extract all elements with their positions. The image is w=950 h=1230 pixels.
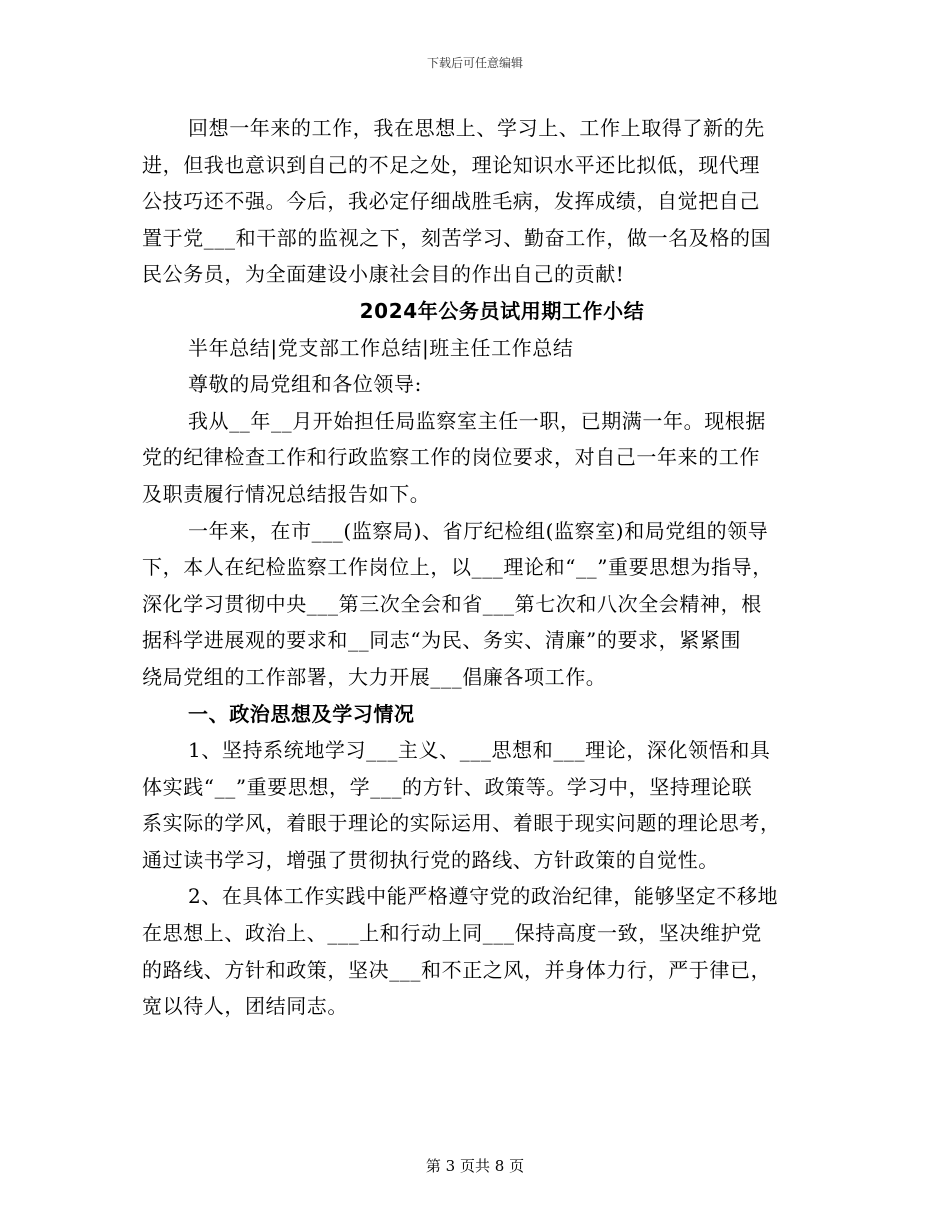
paragraph-line: 深化学习贯彻中央___第三次全会和省___第七次和八次全会精神，根 <box>142 591 762 616</box>
paragraph-line: 系实际的学风，着眼于理论的实际运用、着眼于现实问题的理论思考， <box>142 811 781 836</box>
header-note: 下载后可任意编辑 <box>426 56 523 70</box>
paragraph-line: 1、坚持系统地学习___主义、___思想和___理论，深化领悟和具 <box>188 738 771 763</box>
paragraph-line: 进，但我也意识到自己的不足之处，理论知识水平还比拟低，现代理 <box>142 152 760 177</box>
paragraph-line: 2、在具体工作实践中能严格遵守党的政治纪律，能够坚定不移地 <box>188 884 779 909</box>
document-title: 2024年公务员试用期工作小结 <box>359 298 645 323</box>
paragraph-line: 绕局党组的工作部署，大力开展___倡廉各项工作。 <box>142 664 607 689</box>
salutation: 尊敬的局党组和各位领导: <box>188 372 422 397</box>
paragraph-line: 及职责履行情况总结报告如下。 <box>142 481 431 506</box>
paragraph-line: 通过读书学习，增强了贯彻执行党的路线、方针政策的自觉性。 <box>142 847 719 872</box>
paragraph-line: 我从__年__月开始担任局监察室主任一职，已期满一年。现根据 <box>188 408 766 433</box>
page-number: 第 3 页共 8 页 <box>425 1157 525 1175</box>
paragraph-line: 体实践“__”重要思想，学___的方针、政策等。学习中，坚持理论联 <box>142 774 753 799</box>
paragraph-line: 的路线、方针和政策，坚决___和不正之风，并身体力行，严于律已， <box>142 957 772 982</box>
section-heading: 一、政治思想及学习情况 <box>188 701 415 726</box>
paragraph-line: 置于党___和干部的监视之下，刻苦学习、勤奋工作，做一名及格的国 <box>142 225 772 250</box>
paragraph-line: 回想一年来的工作，我在思想上、学习上、工作上取得了新的先 <box>188 116 765 140</box>
document-body <box>142 110 822 1025</box>
paragraph-line: 一年来，在市___(监察局)、省厅纪检组(监察室)和局党组的领导 <box>188 518 769 543</box>
paragraph-line: 据科学进展观的要求和__同志“为民、务实、清廉”的要求，紧紧围 <box>142 628 742 653</box>
paragraph-line: 在思想上、政治上、___上和行动上同___保持高度一致，坚决维护党 <box>142 921 762 946</box>
paragraph-line: 下，本人在纪检监察工作岗位上，以___理论和“__”重要思想为指导， <box>142 555 773 580</box>
paragraph-line: 宽以待人，团结同志。 <box>142 994 348 1019</box>
paragraph-line: 党的纪律检查工作和行政监察工作的岗位要求，对自己一年来的工作 <box>142 445 760 470</box>
paragraph-line: 民公务员，为全面建设小康社会目的作出自己的贡献! <box>142 262 625 287</box>
category-links: 半年总结|党支部工作总结|班主任工作总结 <box>188 335 574 360</box>
paragraph-line: 公技巧还不强。今后，我必定仔细战胜毛病，发挥成绩，自觉把自己 <box>142 189 760 214</box>
